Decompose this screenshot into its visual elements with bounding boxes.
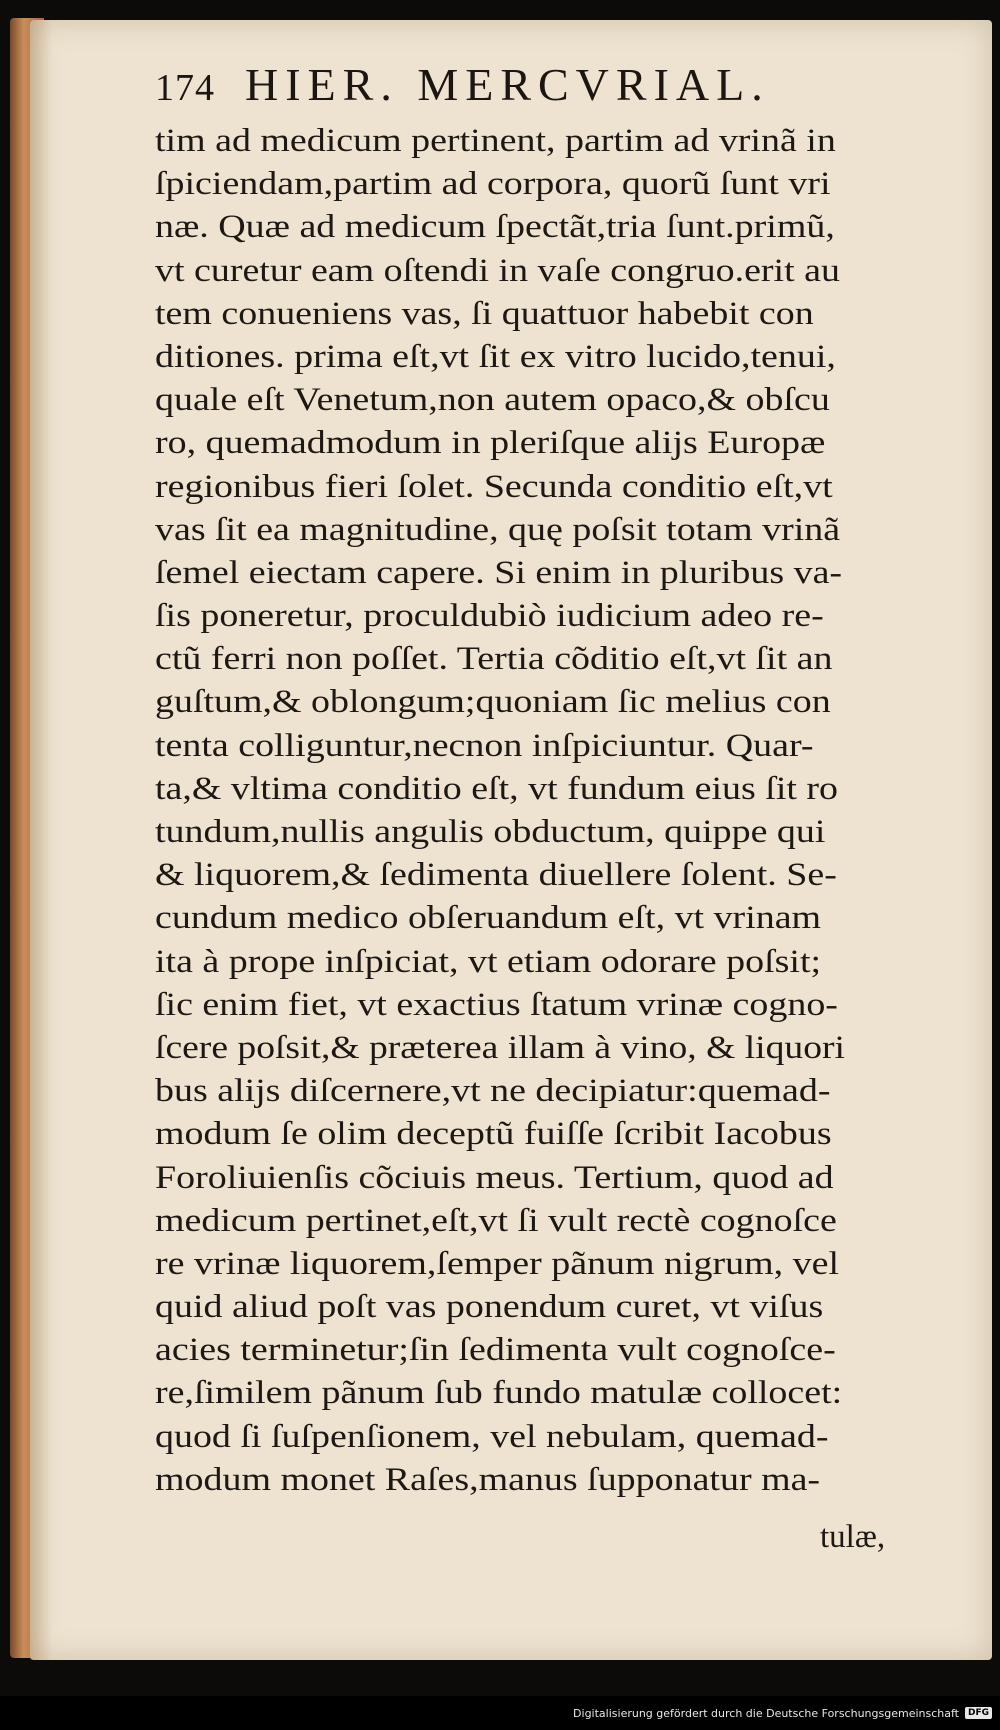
text-line: ta,& vltima conditio eſt, vt fundum eius ſit ro — [155, 770, 839, 807]
text-line: acies terminetur;ſin ſedimenta vult cognoſce- — [155, 1332, 836, 1369]
text-line: tim ad medicum pertinent, partim ad vrinã in — [155, 123, 836, 159]
text-line: vas ſit ea magnitudine, quę poſsit totam vrinã — [155, 511, 841, 548]
text-line: ſpiciendam,partim ad corpora, quorũ ſunt vri — [155, 166, 831, 203]
text-line: quid aliud poſt vas ponendum curet, vt viſus — [155, 1289, 824, 1326]
catchword: tulæ, — [820, 1519, 886, 1555]
text-line: tem conueniens vas, ſi quattuor habebit con — [155, 295, 814, 332]
text-line: medicum pertinet,eſt,vt ſi vult rectè cognoſce — [155, 1202, 837, 1239]
text-line: ditiones. prima eſt,vt ſit ex vitro lucido,tenui, — [155, 338, 836, 375]
running-head-title: HIER. MERCVRIAL. — [245, 59, 770, 110]
text-line: Foroliuienſis cõciuis meus. Tertium, quod ad — [155, 1159, 834, 1196]
footer-bar — [0, 1696, 1000, 1730]
text-line: re,ſimilem pãnum ſub fundo matulæ collocet: — [155, 1375, 843, 1412]
text-line: ſic enim fiet, vt exactius ſtatum vrinæ cogno- — [155, 986, 838, 1023]
text-line: næ. Quæ ad medicum ſpectãt,tria ſunt.primũ, — [155, 209, 835, 246]
text-line: vt curetur eam oſtendi in vaſe congruo.erit au — [155, 252, 840, 289]
text-line: bus alijs diſcernere,vt ne decipiatur:quemad- — [155, 1073, 831, 1110]
dfg-logo: DFG — [965, 1707, 992, 1719]
text-line: modum ſe olim deceptũ fuiſſe ſcribit Iacobus — [155, 1116, 832, 1153]
text-line: tundum,nullis angulis obductum, quippe qui — [155, 814, 826, 850]
text-line: ctũ ferri non poſſet. Tertia cõditio eſt,vt ſit an — [155, 641, 833, 678]
text-line: ita à prope inſpiciat, vt etiam odorare poſsit; — [155, 943, 822, 980]
page-number: 174 — [155, 67, 215, 109]
text-line: ſis poneretur, proculdubiò iudicium adeo re- — [155, 598, 824, 635]
text-line: ſcere poſsit,& præterea illam à vino, & liquori — [155, 1029, 845, 1066]
text-line: re vrinæ liquorem,ſemper pãnum nigrum, vel — [155, 1245, 839, 1282]
text-line: modum monet Raſes,manus ſupponatur ma- — [155, 1461, 821, 1498]
text-line: ſemel eiectam capere. Si enim in pluribus va- — [155, 554, 843, 591]
text-line: quod ſi ſuſpenſionem, vel nebulam, quemad- — [155, 1418, 829, 1455]
digitization-credit: Digitalisierung gefördert durch die Deutsche Forschungsgemeinschaft — [573, 1706, 959, 1720]
running-head — [155, 58, 855, 114]
text-line: ro, quemadmodum in pleriſque alijs Europæ — [155, 425, 826, 462]
text-line: & liquorem,& ſedimenta diuellere ſolent. Se- — [155, 857, 837, 894]
text-line: tenta colliguntur,necnon inſpiciuntur. Quar- — [155, 727, 814, 764]
text-line: cundum medico obſeruandum eſt, vt vrinam — [155, 900, 822, 937]
body-text — [155, 120, 915, 1502]
text-line: guſtum,& oblongum;quoniam ſic melius con — [155, 684, 831, 721]
text-line: regionibus fieri ſolet. Secunda conditio eſt,vt — [155, 468, 833, 505]
text-line: quale eſt Venetum,non autem opaco,& obſcu — [155, 382, 830, 419]
